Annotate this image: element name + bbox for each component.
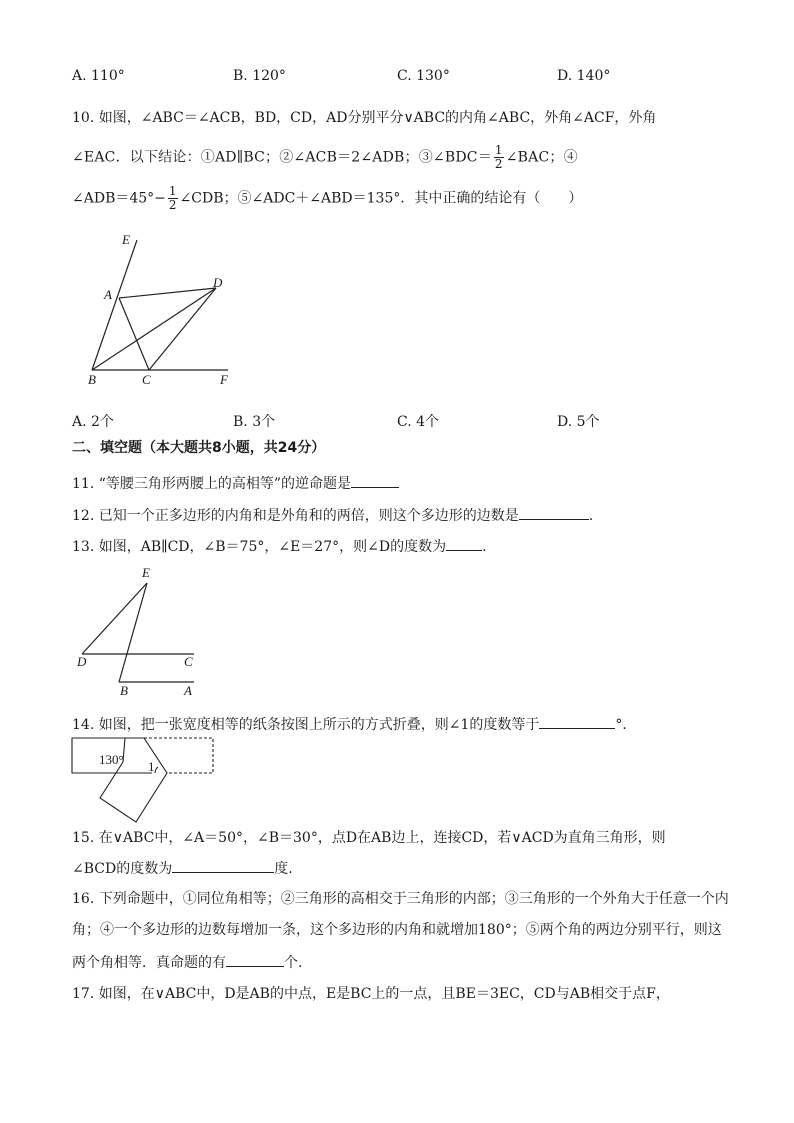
- q11-line: [72, 473, 399, 494]
- q15-answer-blank: [172, 858, 274, 873]
- q10-line3-text-b: ∠CDB；⑤∠ADC＋∠ABD＝135°．其中正确的结论有（ ）: [179, 190, 583, 207]
- q12-line: [72, 505, 593, 526]
- q10-label-c: C: [142, 372, 151, 387]
- q10-line2-text-a: ∠EAC．以下结论：①AD∥BC；②∠ACB＝2∠ADB；③∠BDC＝: [72, 149, 492, 166]
- q13-label-c: C: [184, 654, 193, 669]
- q15-line2: [72, 858, 293, 879]
- q10-figure: [80, 232, 240, 392]
- fraction-numerator: 1: [168, 184, 177, 198]
- q13-line: [72, 536, 487, 557]
- q14-angle-label: 130°: [99, 752, 124, 767]
- q14-text: 14. 如图，把一张宽度相等的纸条按图上所示的方式折叠，则∠1的度数等于: [72, 717, 540, 733]
- line-a-c: [119, 298, 149, 370]
- q10-label-a: A: [104, 287, 112, 302]
- q10-line2: [72, 144, 578, 171]
- q16-line1: 16. 下列命题中，①同位角相等；②三角形的高相交于三角形的内部；③三角形的一个外角大于任意一个内: [72, 891, 729, 907]
- fraction-denominator: 2: [168, 198, 177, 212]
- q13-label-e: E: [142, 565, 150, 580]
- q10-line3-text-a: ∠ADB＝45°−: [72, 190, 166, 207]
- q9-option-c: C. 130°: [397, 68, 450, 84]
- q16-line3: [72, 952, 302, 973]
- fraction-numerator: 1: [494, 143, 503, 157]
- section-heading: 二、填空题（本大题共8小题，共24分）: [72, 440, 326, 456]
- q11-answer-blank: [351, 473, 399, 488]
- q10-option-a: A. 2个: [72, 414, 114, 430]
- line-b-e: [92, 240, 137, 370]
- q13-label-b: B: [120, 683, 128, 698]
- q14-tail: °．: [615, 717, 637, 733]
- q17-line1: 17. 如图，在∨ABC中，D是AB的中点，E是BC上的一点，且BE＝3EC，CD与AB相交于点F，: [72, 986, 670, 1002]
- q13-figure-diagram: [72, 563, 202, 698]
- q16-answer-blank: [226, 952, 284, 967]
- q14-answer-blank: [539, 714, 615, 729]
- q16-line2: 角；④一个多边形的边数每增加一条，这个多边形的内角和就增加180°；⑤两个角的两边分别平行，则这: [72, 922, 722, 938]
- q13-label-a: A: [184, 683, 192, 698]
- q14-figure-diagram: [72, 738, 217, 824]
- q15-text-a: ∠BCD的度数为: [72, 861, 173, 877]
- q10-figure-diagram: [80, 232, 240, 392]
- q10-option-c: C. 4个: [397, 414, 440, 430]
- q13-tail: .: [482, 539, 487, 555]
- q16-text-b: 个.: [284, 955, 303, 971]
- q13-figure: [72, 563, 202, 698]
- q10-line2-text-b: ∠BAC；④: [505, 149, 578, 166]
- line-a-d: [119, 288, 216, 298]
- q9-option-b: B. 120°: [233, 68, 286, 84]
- q13-text: 13. 如图，AB∥CD，∠B＝75°，∠E＝27°，则∠D的度数为: [72, 539, 447, 555]
- q16-text-a: 两个角相等．真命题的有: [72, 955, 226, 971]
- q12-answer-blank: [519, 505, 589, 520]
- q9-option-d: D. 140°: [557, 68, 611, 84]
- q10-line1: 10. 如图，∠ABC＝∠ACB，BD，CD，AD分别平分∨ABC的内角∠ABC，外角∠ACF，外角: [72, 110, 657, 126]
- q13-label-d: D: [77, 654, 87, 669]
- angle-1-arc: [155, 767, 158, 773]
- q13-answer-blank: [446, 536, 482, 551]
- q15-text-b: 度.: [274, 861, 293, 877]
- q14-figure: [72, 738, 217, 824]
- q12-tail: .: [588, 508, 594, 524]
- q14-line: [72, 714, 636, 735]
- fraction-denominator: 2: [494, 157, 503, 171]
- folded-strip-parallelogram: [100, 738, 167, 822]
- q15-line1: 15. 在∨ABC中，∠A＝50°，∠B＝30°，点D在AB边上，连接CD，若∨ACD为直角三角形，则: [72, 830, 666, 846]
- q10-line3: [72, 185, 582, 212]
- q14-angle-1-label: 1: [148, 759, 155, 774]
- q12-text: 12. 已知一个正多边形的内角和是外角和的两倍，则这个多边形的边数是: [72, 508, 519, 524]
- q9-option-a: A. 110°: [72, 68, 125, 84]
- q10-label-d: D: [213, 275, 223, 290]
- q10-line2-fraction: [494, 144, 504, 171]
- line-c-d: [149, 288, 216, 370]
- q11-text: 11. “等腰三角形两腰上的高相等”的逆命题是: [72, 476, 352, 492]
- q10-label-f: F: [220, 372, 228, 387]
- q10-label-b: B: [88, 372, 96, 387]
- q10-option-b: B. 3个: [233, 414, 276, 430]
- q10-option-d: D. 5个: [557, 414, 600, 430]
- q10-label-e: E: [122, 232, 130, 247]
- q10-line3-fraction: [168, 185, 178, 212]
